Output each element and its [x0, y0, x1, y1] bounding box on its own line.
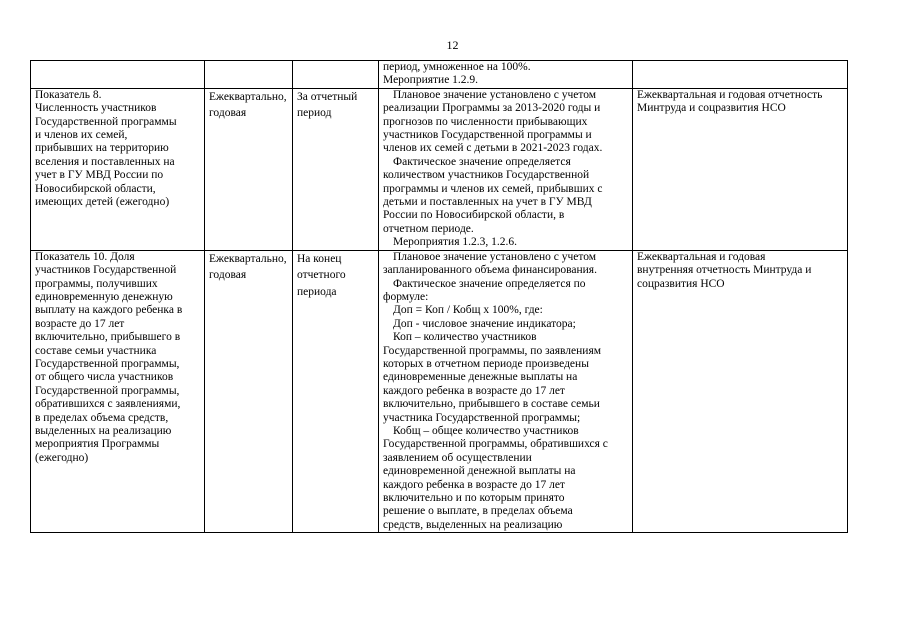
source-cell [633, 88, 848, 250]
text-line: Государственной программы, обратившихся с [383, 438, 608, 451]
text-line: период, умноженное на 100%. [383, 61, 531, 73]
text-line: периода [297, 285, 337, 298]
text-line: внутренняя отчетность Минтруда и [637, 264, 812, 277]
text-line: России по Новосибирской области, в [383, 209, 565, 222]
text-line: Доп - числовое значение индикатора; [393, 317, 576, 330]
text-line: Коп – количество участников [393, 331, 537, 344]
frequency-cell [205, 88, 293, 250]
text-line: реализации Программы за 2013-2020 годы и [383, 102, 601, 115]
method-cell [379, 61, 633, 89]
text-line: Показатель 10. Доля [35, 250, 135, 263]
text-line: За отчетный [297, 90, 358, 103]
table-row [31, 61, 848, 89]
table-row [31, 250, 848, 533]
indicator-cell [31, 61, 205, 89]
period-cell [293, 61, 379, 89]
text-line: имеющих детей (ежегодно) [35, 196, 170, 209]
text-line: формуле: [383, 290, 429, 303]
text-line: Кобщ – общее количество участников [393, 424, 579, 437]
text-line: Ежеквартальная и годовая отчетность [637, 88, 823, 101]
text-line: Численность участников [35, 102, 157, 115]
text-line: участников Государственной [35, 264, 177, 277]
text-line: выплату на каждого ребенка в [35, 304, 183, 317]
text-line: составе семьи участника [35, 344, 157, 357]
frequency-cell [205, 61, 293, 89]
method-cell [379, 250, 633, 533]
text-line: от общего числа участников [35, 371, 174, 384]
text-line: Государственной программы, [35, 384, 180, 397]
text-line: Новосибирской области, [35, 182, 156, 195]
text-line: соцразвития НСО [637, 277, 725, 290]
text-line: Фактическое значение определяется по [393, 277, 586, 290]
text-line: и членов их семей, [35, 129, 128, 142]
text-line: Ежеквартально, [209, 252, 287, 265]
text-line: количеством участников Государственной [383, 169, 590, 182]
text-line: На конец [297, 252, 342, 265]
text-line: отчетном периоде. [383, 222, 474, 235]
text-line: единовременной денежной выплаты на [383, 465, 576, 478]
text-line: Государственной программы [35, 115, 177, 128]
text-line: обратившихся с заявлениями, [35, 398, 181, 411]
text-line: каждого ребенка в возрасте до 17 лет [383, 478, 565, 491]
text-line: Ежеквартально, [209, 90, 287, 103]
text-line: участников Государственной программы и [383, 129, 592, 142]
text-line: (ежегодно) [35, 451, 89, 464]
method-cell [379, 88, 633, 250]
text-line: прибывших на территорию [35, 142, 169, 155]
text-line: выделенных на реализацию [35, 424, 172, 437]
text-line: отчетного [297, 269, 346, 282]
text-line: программы, получивших [35, 277, 158, 290]
text-line: Ежеквартальная и годовая [637, 250, 766, 263]
text-line: Минтруда и соцразвития НСО [637, 102, 786, 115]
text-line: которых в отчетном периоде произведены [383, 357, 589, 370]
text-line: Фактическое значение определяется [393, 155, 571, 168]
text-line: Показатель 8. [35, 88, 102, 101]
indicator-cell [31, 88, 205, 250]
text-line: период [297, 107, 332, 120]
period-cell [293, 250, 379, 533]
text-line: вселения и поставленных на [35, 155, 175, 168]
text-line: Мероприятие 1.2.9. [383, 74, 479, 87]
text-line: средств, выделенных на реализацию [383, 518, 563, 531]
text-line: единовременные денежные выплаты на [383, 371, 578, 384]
indicator-cell [31, 250, 205, 533]
text-line: детьми и поставленных на учет в ГУ МВД [383, 196, 592, 209]
text-line: мероприятия Программы [35, 438, 160, 451]
source-cell [633, 61, 848, 89]
indicators-table [30, 60, 848, 533]
text-line: учет в ГУ МВД России по [35, 169, 164, 182]
text-line: включительно, прибывшего в составе семьи [383, 398, 600, 411]
period-cell [293, 88, 379, 250]
text-line: включительно и по которым принято [383, 492, 565, 504]
text-line: Государственной программы, по заявлениям [383, 344, 602, 357]
text-line: членов их семей с детьми в 2021-2023 годах. [383, 142, 603, 155]
text-line: Доп = Коп / Кобщ x 100%, где: [393, 304, 543, 317]
text-line: возрасте до 17 лет [35, 317, 125, 330]
text-line: Государственной программы, [35, 357, 180, 370]
text-line: заявлением об осуществлении [383, 451, 532, 464]
text-line: Плановое значение установлено с учетом [393, 88, 597, 101]
page-number: 12 [446, 38, 459, 52]
text-line: годовая [209, 269, 247, 282]
table-row [31, 88, 848, 250]
text-line: включительно, прибывшего в [35, 331, 181, 344]
text-line: программы и членов их семей, прибывших с [383, 182, 603, 195]
text-line: годовая [209, 107, 247, 120]
text-line: участника Государственной программы; [383, 411, 581, 424]
text-line: решение о выплате, в пределах объема [383, 505, 573, 518]
text-line: каждого ребенка в возрасте до 17 лет [383, 384, 565, 397]
text-line: прогнозов по численности прибывающих [383, 115, 588, 128]
source-cell [633, 250, 848, 533]
text-line: Плановое значение установлено с учетом [393, 250, 597, 263]
text-line: в пределах объема средств, [35, 411, 169, 424]
frequency-cell [205, 250, 293, 533]
text-line: Мероприятия 1.2.3, 1.2.6. [393, 236, 517, 249]
text-line: единовременную денежную [35, 290, 173, 303]
text-line: запланированного объема финансирования. [383, 264, 597, 277]
